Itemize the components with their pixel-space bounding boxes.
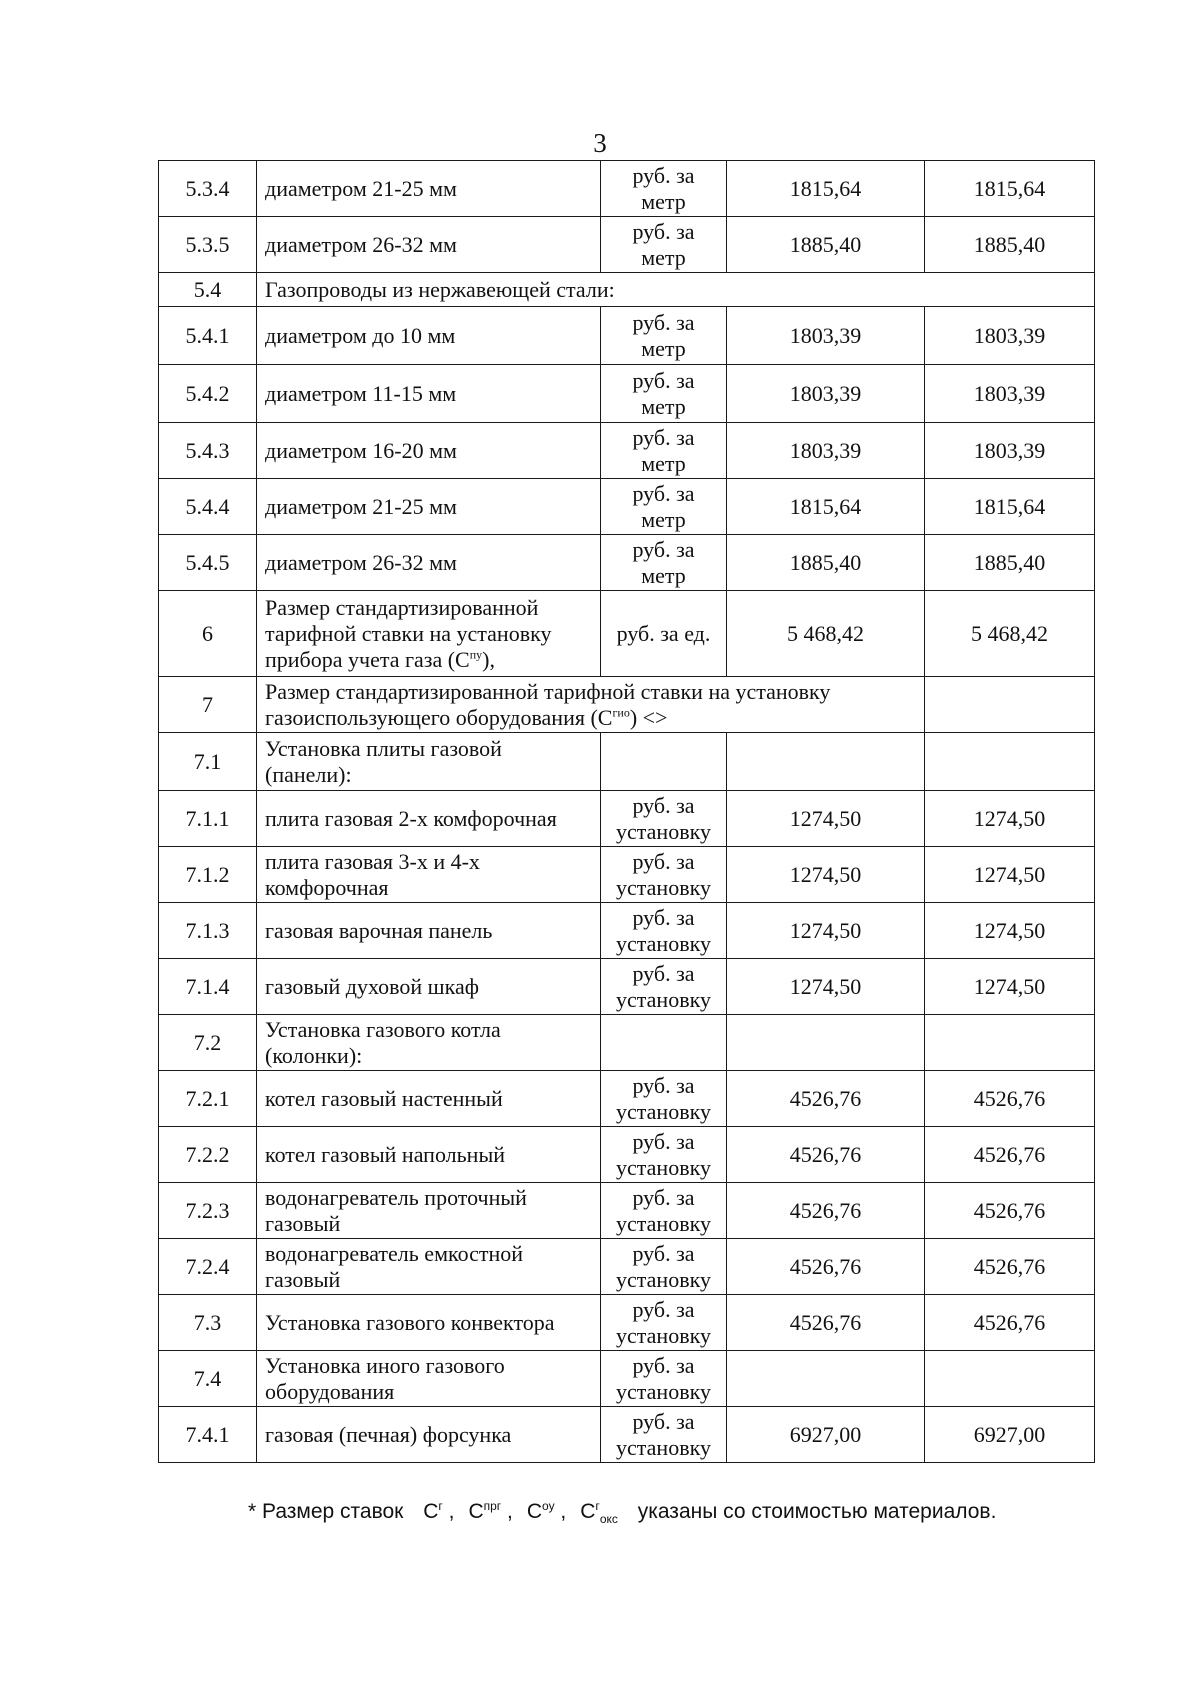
row-number: 7.4 [159,1351,257,1407]
row-name: плита газовая 2-х комфорочная [257,791,601,847]
row-unit [601,1015,727,1071]
row-name: Установка плиты газовой (панели): [257,733,601,791]
row-name: котел газовый напольный [257,1127,601,1183]
row-value-2: 1815,64 [925,479,1095,535]
rate-superscript: оу [542,1499,555,1513]
row-name [257,591,601,677]
row-name-suffix: ), [482,646,495,672]
row-number: 7.2.2 [159,1127,257,1183]
row-number: 5.4.5 [159,535,257,591]
table-row [159,479,1095,535]
tariff-table [158,160,1095,1463]
row-value-2: 4526,76 [925,1183,1095,1239]
row-value-2: 4526,76 [925,1239,1095,1295]
footnote-rates: $С^г$ , $С^{прг}$ , $С^{оу}$ , $С^г_{окс}$ [423,1499,618,1527]
footnote-rate-symbol [527,1500,555,1523]
row-unit: руб. за установку [601,1407,727,1463]
row-number: 7.2 [159,1015,257,1071]
row-name: диаметром до 10 мм [257,307,601,365]
row-number: 7.2.4 [159,1239,257,1295]
row-name: Установка иного газового оборудования [257,1351,601,1407]
row-number: 5.4.2 [159,365,257,423]
row-name: газовый духовой шкаф [257,959,601,1015]
row-name: диаметром 11-15 мм [257,365,601,423]
row-value-1: 1815,64 [727,479,925,535]
row-number: 7.1.4 [159,959,257,1015]
row-unit: руб. за установку [601,1127,727,1183]
row-value-1: 1274,50 [727,791,925,847]
table-row [159,847,1095,903]
row-value-1: 1274,50 [727,903,925,959]
row-value-2: 1274,50 [925,903,1095,959]
table-row [159,161,1095,217]
row-name: Установка газового котла (колонки): [257,1015,601,1071]
row-value-2 [925,677,1095,733]
row-unit: руб. за установку [601,903,727,959]
row-name: диаметром 16-20 мм [257,423,601,479]
row-unit: руб. за установку [601,1295,727,1351]
row-value-2 [925,1351,1095,1407]
footnote [248,1499,997,1527]
row-number: 7.3 [159,1295,257,1351]
row-value-2 [925,1015,1095,1071]
row-number: 6 [159,591,257,677]
row-value-1: 1815,64 [727,161,925,217]
row-unit: руб. за установку [601,1183,727,1239]
table-row [159,677,1095,733]
row-unit: руб. за метр [601,365,727,423]
row-value-1: 1803,39 [727,307,925,365]
row-value-1 [727,1351,925,1407]
row-unit: руб. за метр [601,535,727,591]
row-number: 7.4.1 [159,1407,257,1463]
row-value-2: 5 468,42 [925,591,1095,677]
row-value-1: 4526,76 [727,1239,925,1295]
rate-superscript: г [438,1499,443,1513]
row-value-2: 1274,50 [925,791,1095,847]
row-value-1 [727,1015,925,1071]
table-row [159,217,1095,273]
row-value-2: 1274,50 [925,847,1095,903]
row-value-1: 1885,40 [727,535,925,591]
page-number: 3 [593,128,607,158]
row-number: 5.4.3 [159,423,257,479]
row-name: Газопроводы из нержавеющей стали: [257,273,1095,307]
footnote-rate-symbol [468,1500,501,1523]
row-number: 7.1.3 [159,903,257,959]
footnote-suffix: указаны со стоимостью материалов. [637,1500,997,1523]
row-name: газовая (печная) форсунка [257,1407,601,1463]
row-value-1: 6927,00 [727,1407,925,1463]
row-unit [601,733,727,791]
row-value-2: 1803,39 [925,307,1095,365]
row-value-1 [727,733,925,791]
table-row [159,273,1095,307]
row-value-2: 1274,50 [925,959,1095,1015]
row-name-text: Размер стандартизированной тарифной ставки на установку газоиспользующего оборудования (С [265,678,831,730]
row-unit: руб. за метр [601,423,727,479]
table-row [159,1071,1095,1127]
footnote-rate-symbol [423,1500,443,1523]
row-name: диаметром 21-25 мм [257,161,601,217]
row-number: 5.4 [159,273,257,307]
rate-base: С [580,1500,596,1523]
row-name-superscript: пу [469,647,483,662]
row-unit: руб. за метр [601,307,727,365]
row-name: диаметром 26-32 мм [257,535,601,591]
row-unit: руб. за установку [601,1351,727,1407]
table-row [159,1015,1095,1071]
tariff-table-body [159,161,1095,1463]
table-row [159,903,1095,959]
table-row [159,959,1095,1015]
row-number: 7.1 [159,733,257,791]
row-value-2: 6927,00 [925,1407,1095,1463]
row-value-2 [925,733,1095,791]
row-name-text: Размер стандартизированной тарифной ставки на установку прибора учета газа (С [265,594,552,672]
rate-superscript: прг [483,1499,502,1513]
row-name: котел газовый настенный [257,1071,601,1127]
row-name [257,677,925,733]
row-unit: руб. за метр [601,217,727,273]
row-unit: руб. за установку [601,1239,727,1295]
row-name: водонагреватель проточный газовый [257,1183,601,1239]
row-number: 7.1.2 [159,847,257,903]
table-row [159,1239,1095,1295]
row-value-1: 4526,76 [727,1071,925,1127]
table-row [159,535,1095,591]
row-value-1: 4526,76 [727,1127,925,1183]
row-value-1: 1803,39 [727,423,925,479]
table-row [159,1295,1095,1351]
row-number: 7 [159,677,257,733]
row-name: плита газовая 3-х и 4-х комфорочная [257,847,601,903]
table-row [159,307,1095,365]
row-value-1: 1885,40 [727,217,925,273]
row-name: Установка газового конвектора [257,1295,601,1351]
row-name: водонагреватель емкостной газовый [257,1239,601,1295]
row-number: 5.3.4 [159,161,257,217]
rate-superscript: г [595,1499,600,1513]
row-unit: руб. за установку [601,959,727,1015]
row-number: 5.3.5 [159,217,257,273]
row-value-2: 1815,64 [925,161,1095,217]
table-row [159,791,1095,847]
table-row [159,591,1095,677]
row-value-2: 1803,39 [925,423,1095,479]
row-unit: руб. за установку [601,1071,727,1127]
table-row [159,1351,1095,1407]
table-row [159,1183,1095,1239]
row-value-1: 1803,39 [727,365,925,423]
rate-base: С [468,1500,484,1523]
row-name-suffix: ) <> [629,704,668,730]
row-number: 7.2.1 [159,1071,257,1127]
row-value-2: 4526,76 [925,1295,1095,1351]
row-number: 7.2.3 [159,1183,257,1239]
row-number: 5.4.4 [159,479,257,535]
row-unit: руб. за установку [601,847,727,903]
table-row [159,733,1095,791]
table-row [159,1127,1095,1183]
row-unit: руб. за метр [601,479,727,535]
row-value-1: 1274,50 [727,847,925,903]
rate-base: С [423,1500,439,1523]
footnote-rate-symbol [580,1499,618,1527]
row-unit: руб. за ед. [601,591,727,677]
rate-base: С [526,1500,543,1523]
table-row [159,423,1095,479]
row-name: газовая варочная панель [257,903,601,959]
row-value-2: 1803,39 [925,365,1095,423]
row-value-2: 1885,40 [925,217,1095,273]
row-value-2: 4526,76 [925,1127,1095,1183]
rate-subscript: окс [599,1512,618,1527]
row-name-superscript: гио [612,705,630,720]
table-row [159,1407,1095,1463]
row-value-1: 4526,76 [727,1183,925,1239]
row-value-1: 5 468,42 [727,591,925,677]
row-value-1: 4526,76 [727,1295,925,1351]
row-value-1: 1274,50 [727,959,925,1015]
row-unit: руб. за установку [601,791,727,847]
row-number: 5.4.1 [159,307,257,365]
row-unit: руб. за метр [601,161,727,217]
row-number: 7.1.1 [159,791,257,847]
row-value-2: 1885,40 [925,535,1095,591]
row-value-2: 4526,76 [925,1071,1095,1127]
footnote-prefix: * Размер ставок [248,1500,404,1523]
row-name: диаметром 26-32 мм [257,217,601,273]
row-name: диаметром 21-25 мм [257,479,601,535]
table-row [159,365,1095,423]
